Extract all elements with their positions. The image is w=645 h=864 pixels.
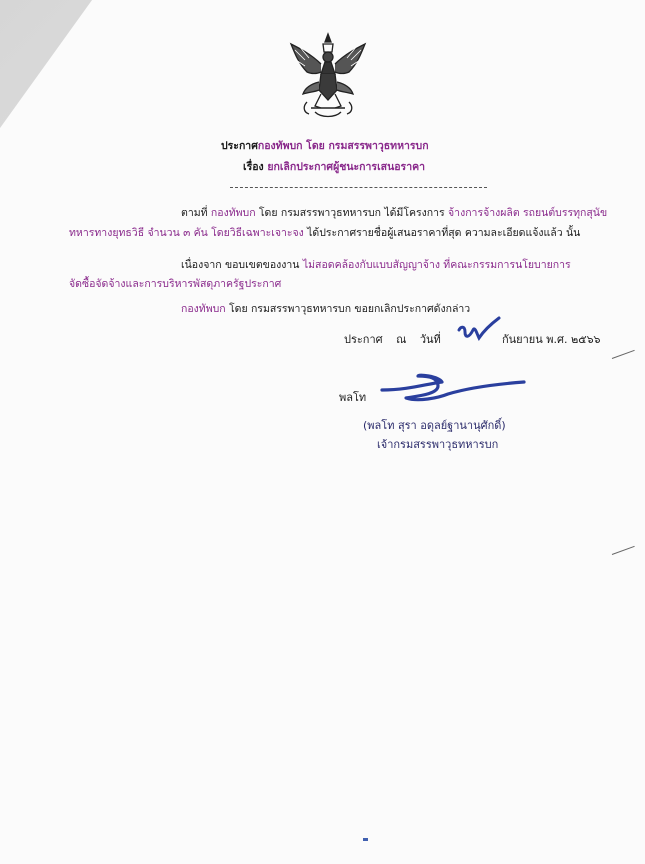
p2-lead: เนื่องจาก ขอบเขตของงาน [181,259,300,271]
date-line [344,333,441,347]
p1-tail: ได้ประกาศรายชื่อผู้เสนอราคาที่สุด ความละเอียดแจ้งแล้ว นั้น [307,227,581,239]
subject-text: ยกเลิกประกาศผู้ชนะการเสนอราคา [267,161,426,173]
p1-mid: โดย กรมสรรพาวุธทหารบก ได้มีโครงการ [258,207,445,219]
announced-label: ประกาศ [344,333,383,346]
announcement-subject [243,160,425,174]
announcement-title [221,139,429,153]
title-prefix: ประกาศ [221,140,258,152]
p3-text: โดย กรมสรรพาวุธทหารบก ขอยกเลิกประกาศดังกล่าว [229,303,471,315]
p1-project-1: จ้างการจ้างผลิต รถยนต์บรรทุกสุนัข [448,207,608,219]
paragraph-2-line-2: จัดซื้อจัดจ้างและการบริหารพัสดุภาครัฐประกาศ [69,278,282,290]
garuda-emblem-icon [285,30,371,120]
signatory-name: (พลโท สุรา อดุลย์ฐานานุศักดิ์) [363,419,506,432]
signatory-position: เจ้ากรมสรรพาวุธทหารบก [377,438,499,451]
signature-rank: พลโท [339,391,367,404]
p3-org: กองทัพบก [181,303,226,315]
title-org: กองทัพบก โดย กรมสรรพาวุธทหารบก [257,140,429,152]
p2-reason-1: ไม่สอดคล้องกับแบบสัญญาจ้าง ที่คณะกรรมการนโยบายการ [302,259,571,271]
paragraph-2-line-1 [181,258,571,272]
p1-lead: ตามที่ [181,207,208,219]
subject-prefix: เรื่อง [243,161,264,173]
p1-org: กองทัพบก [210,207,256,219]
date-month-year: กันยายน พ.ศ. ๒๕๖๖ [502,333,601,346]
handwritten-signature [378,368,528,408]
handwritten-day-mark [455,316,501,346]
at-label: ณ [396,333,407,346]
bottom-speck [363,838,368,841]
title-divider [230,187,487,188]
paragraph-1-line-2 [69,226,580,240]
paragraph-3 [181,302,470,316]
paragraph-1-line-1 [181,206,607,220]
p1-project-2: ทหารทางยุทธวิธี จำนวน ๓ คัน โดยวิธีเฉพาะเจาะจง [69,227,304,239]
day-label: วันที่ [419,333,441,346]
